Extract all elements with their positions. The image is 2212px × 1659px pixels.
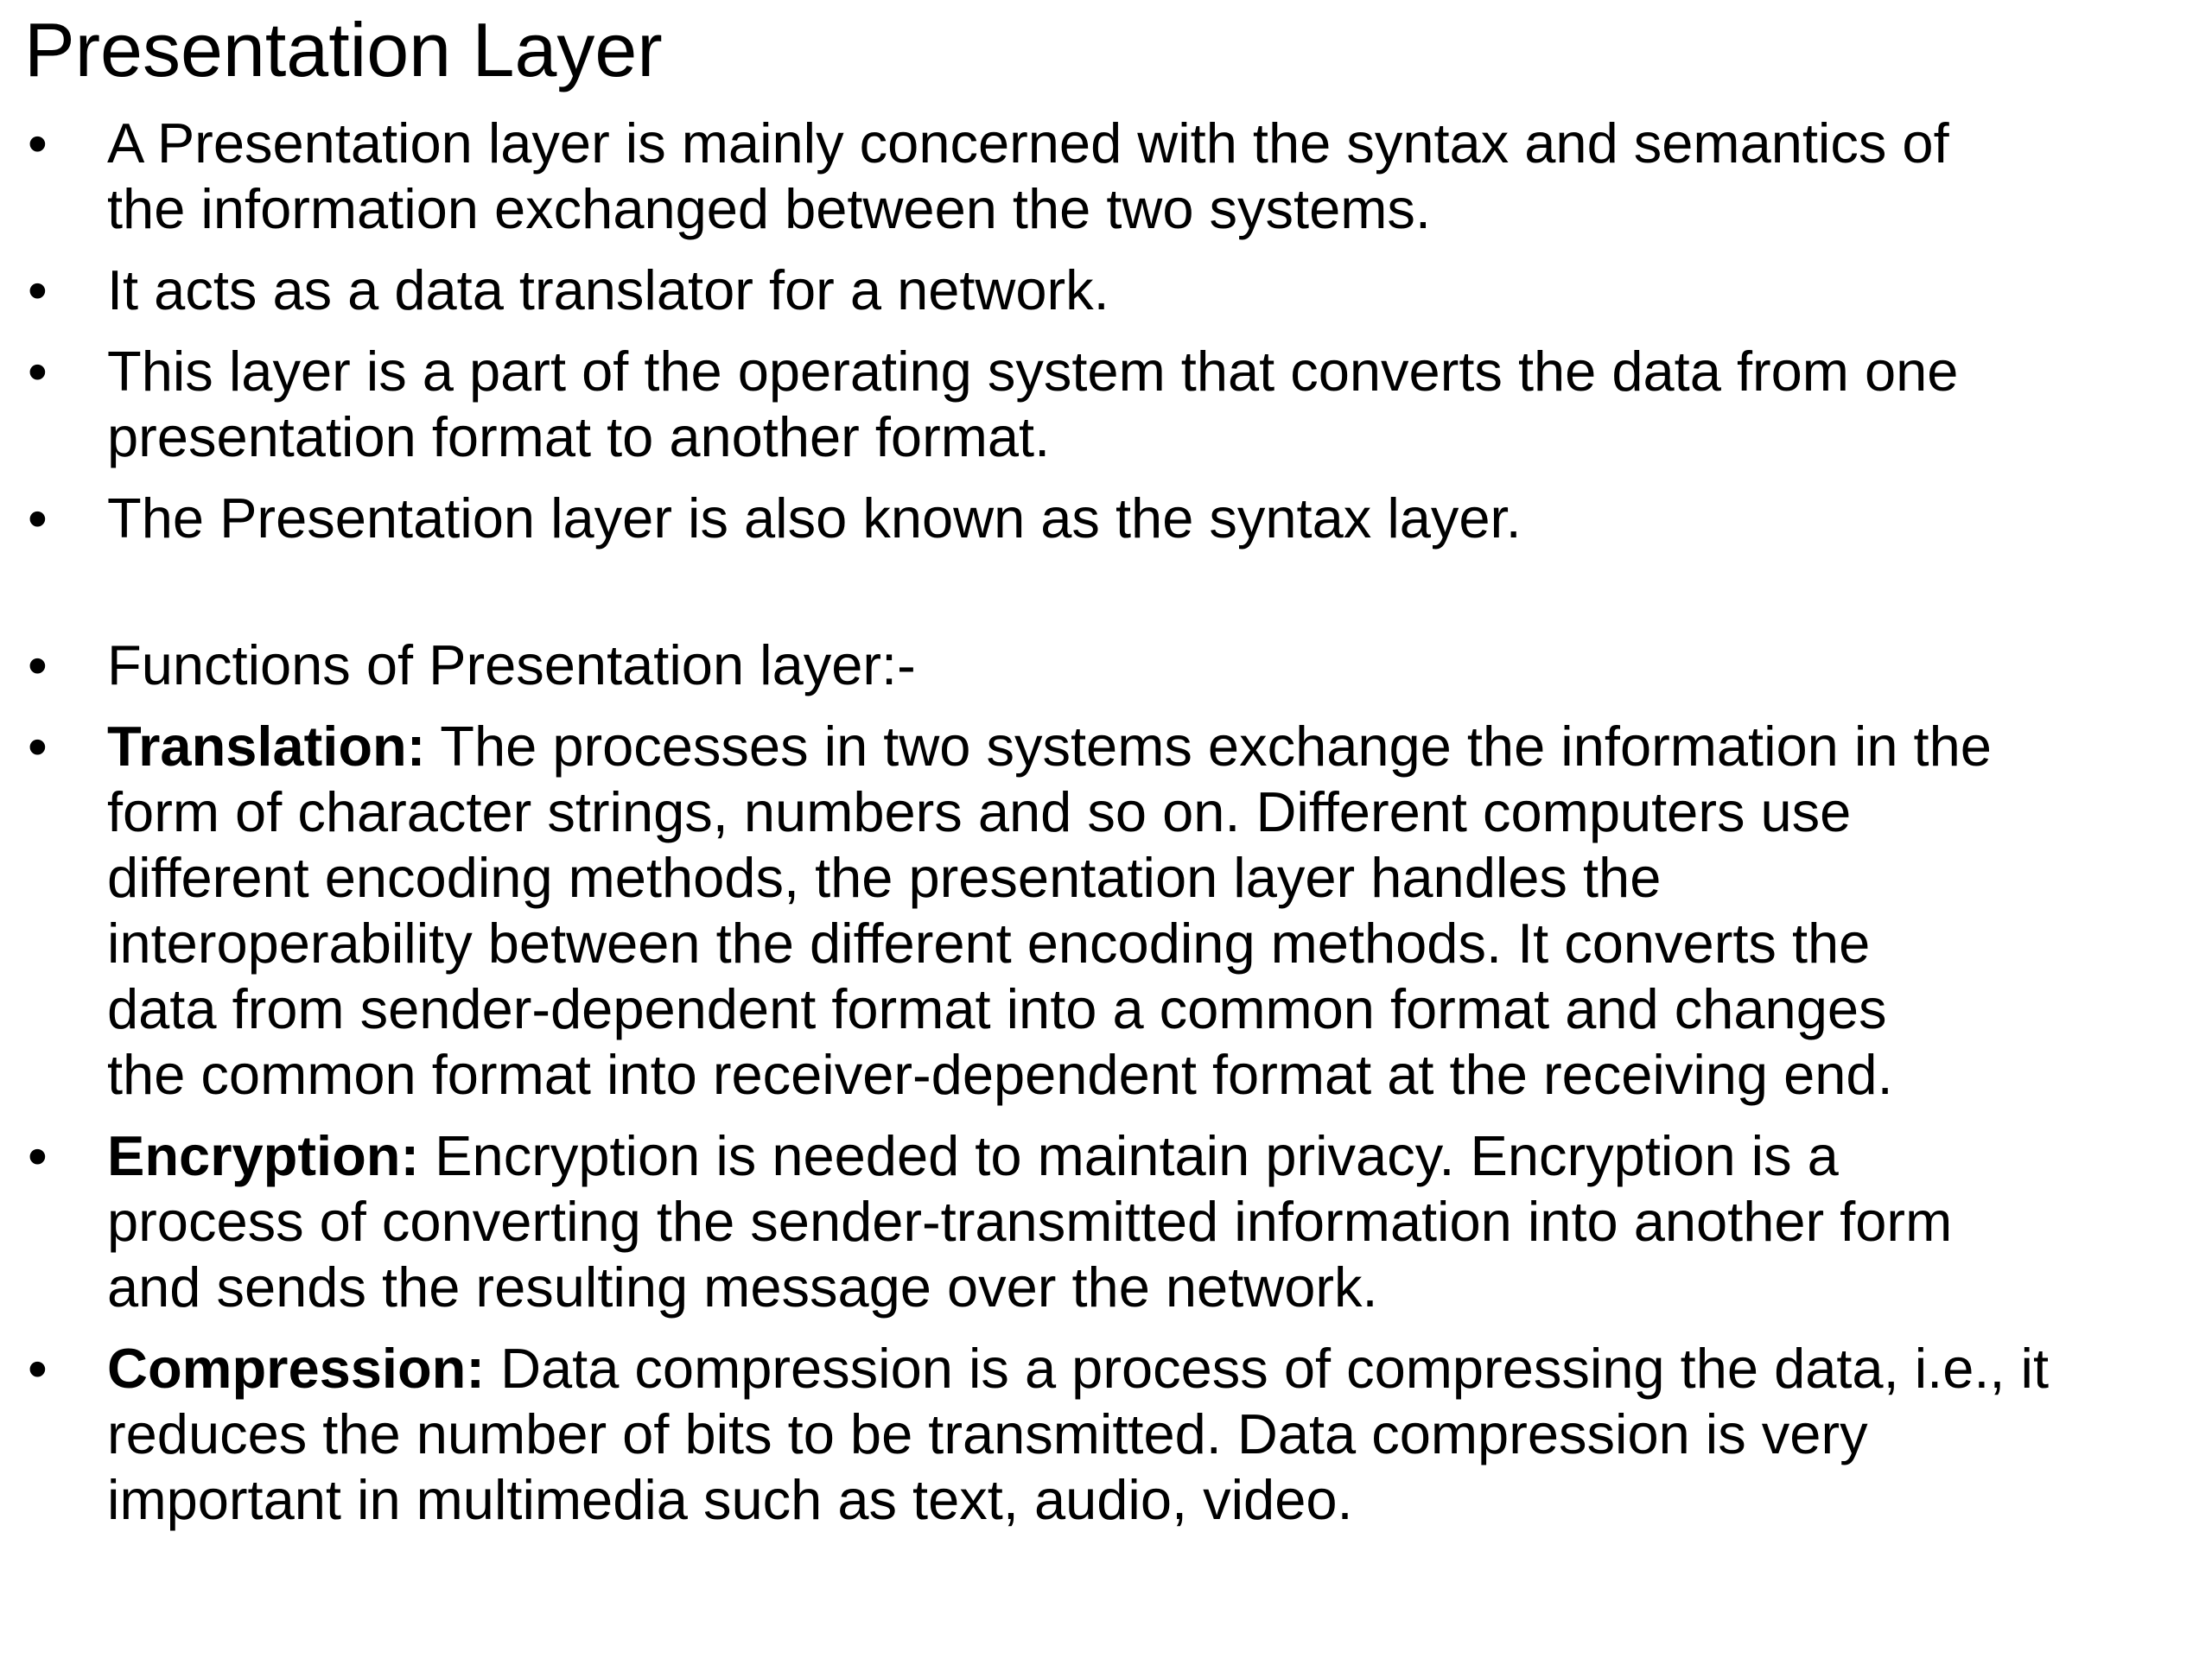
bullet-list: [0, 111, 2212, 1548]
bullet-item: [0, 486, 2212, 551]
bullet-text-line: important in multimedia such as text, audio, video.: [107, 1468, 1353, 1531]
bullet-text-line: the information exchanged between the two systems.: [107, 177, 1431, 240]
bullet-icon: •: [28, 1124, 48, 1187]
bullet-item: [0, 111, 2212, 242]
bullet-text-line: different encoding methods, the presentation layer handles the: [107, 846, 1662, 909]
bullet-text-line: form of character strings, numbers and so on. Different computers use: [107, 780, 1852, 843]
bullet-text-line: The Presentation layer is also known as the syntax layer.: [107, 486, 1522, 550]
bullet-icon: •: [28, 1337, 48, 1400]
bullet-icon: •: [28, 340, 48, 403]
bullet-text-line: the common format into receiver-dependent format at the receiving end.: [107, 1043, 1893, 1106]
term-compression: Compression:: [107, 1337, 486, 1400]
bullet-item: [0, 339, 2212, 470]
bullet-text-line: presentation format to another format.: [107, 405, 1051, 468]
bullet-text-line: [107, 1336, 2195, 1402]
bullet-icon: •: [28, 111, 48, 175]
bullet-icon: •: [28, 633, 48, 696]
bullet-text-line: process of converting the sender-transmitted information into another form: [107, 1190, 1953, 1253]
bullet-text-line: data from sender-dependent format into a common format and changes: [107, 977, 1887, 1040]
bullet-icon: •: [28, 486, 48, 550]
bullet-item: [0, 257, 2212, 323]
bullet-text-segment: Encryption is needed to maintain privacy. Encryption is a: [419, 1124, 1839, 1187]
bullet-text-line: Functions of Presentation layer:-: [107, 633, 916, 696]
bullet-icon: •: [28, 258, 48, 321]
bullet-text-line: and sends the resulting message over the network.: [107, 1255, 1378, 1319]
bullet-text-line: This layer is a part of the operating system that converts the data from one: [107, 340, 1959, 403]
term-encryption: Encryption:: [107, 1124, 420, 1187]
bullet-text-line: [107, 714, 2195, 779]
term-translation: Translation:: [107, 715, 426, 778]
bullet-text-line: [107, 1123, 2195, 1189]
bullet-text-segment: Data compression is a process of compressing the data, i.e., it: [485, 1337, 2050, 1400]
bullet-text-line: A Presentation layer is mainly concerned with the syntax and semantics of: [107, 111, 1949, 175]
bullet-text-line: It acts as a data translator for a network.: [107, 258, 1109, 321]
bullet-item-translation: [0, 714, 2212, 1108]
bullet-icon: •: [28, 715, 48, 778]
bullet-item-compression: [0, 1336, 2212, 1533]
slide-title: Presentation Layer: [24, 7, 663, 92]
bullet-text-line: reduces the number of bits to be transmitted. Data compression is very: [107, 1402, 1868, 1465]
bullet-text-line: interoperability between the different encoding methods. It converts the: [107, 912, 1871, 975]
bullet-text-segment: The processes in two systems exchange the information in the: [425, 715, 1992, 778]
bullet-item: [0, 632, 2212, 698]
bullet-item-encryption: [0, 1123, 2212, 1320]
spacer: [0, 567, 2212, 632]
